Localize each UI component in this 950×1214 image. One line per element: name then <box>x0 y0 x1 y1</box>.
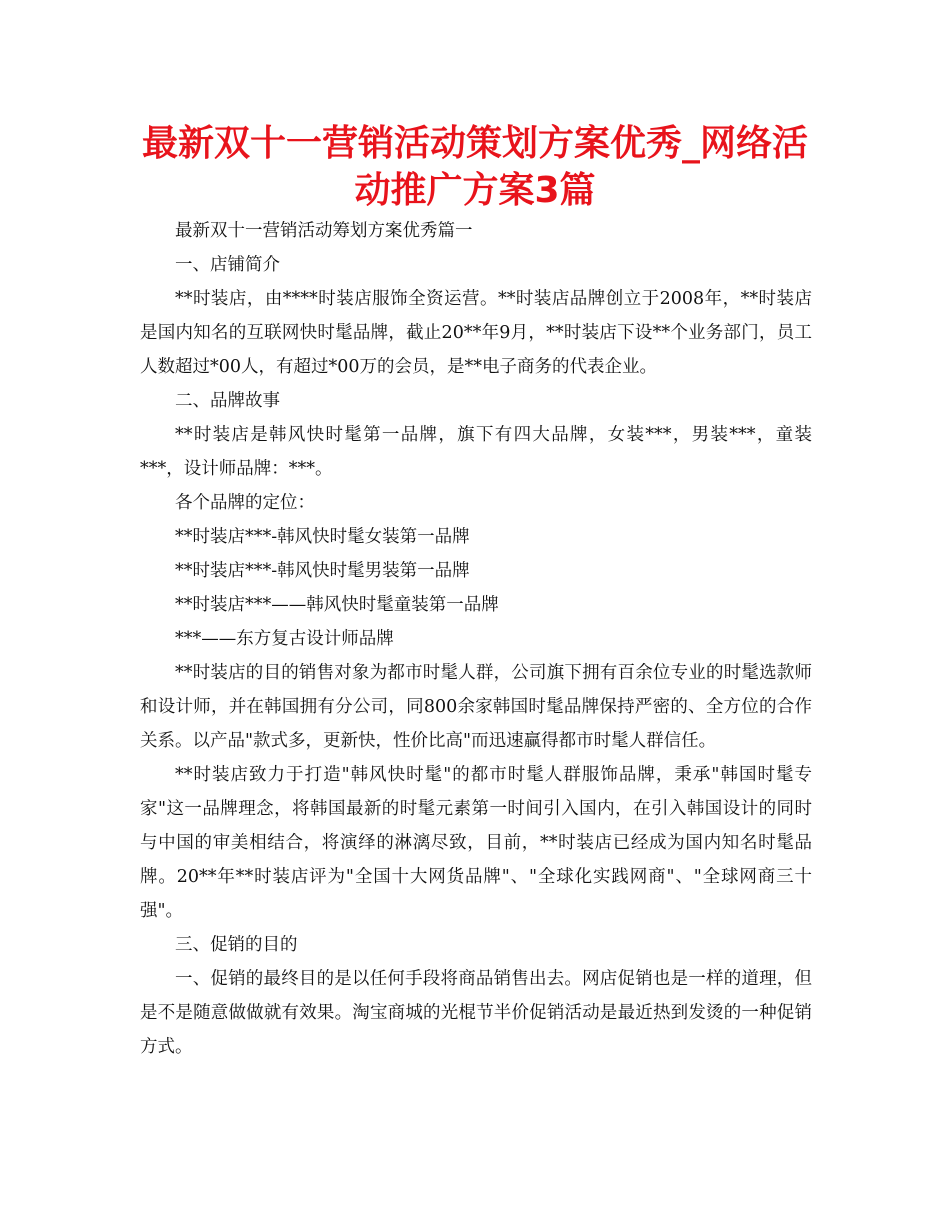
paragraph-promotion-goal: 一、促销的最终目的是以任何手段将商品销售出去。网店促销也是一样的道理，但是不是随意做做就有效果。淘宝商城的光棍节半价促销活动是最近热到发烫的一种促销方式。 <box>140 969 812 1057</box>
document-title <box>120 120 830 214</box>
paragraph-brand-mission: **时装店致力于打造"韩风快时髦"的都市时髦人群服饰品牌，秉承"韩国时髦专家"这一品牌理念，将韩国最新的时髦元素第一时间引入国内，在引入韩国设计的同时与中国的审美相结合，将演绎的淋漓尽致，目前，**时装店已经成为国内知名时髦品牌。20**年**时装店评为"全国十大网货品牌"、"全球化实践网商"、"全球网商三十强"。 <box>140 765 812 921</box>
section-heading-shop: 一、店铺简介 <box>175 255 280 275</box>
list-item-brand-women: **时装店***-韩风快时髦女装第一品牌 <box>175 527 470 547</box>
section-heading-intro: 最新双十一营销活动筹划方案优秀篇一 <box>175 221 473 241</box>
title-line-2: 动推广方案3篇 <box>354 170 596 211</box>
list-item-brand-men: **时装店***-韩风快时髦男装第一品牌 <box>175 561 470 581</box>
paragraph-brand-story: **时装店是韩风快时髦第一品牌，旗下有四大品牌，女装***，男装***，童装***，设计师品牌：***。 <box>140 425 812 479</box>
paragraph-brand-positioning-label: 各个品牌的定位： <box>175 493 315 513</box>
paragraph-target-market: **时装店的目的销售对象为都市时髦人群，公司旗下拥有百余位专业的时髦选款师和设计师，并在韩国拥有分公司，同800余家韩国时髦品牌保持严密的、全方位的合作关系。以产品"款式多，更新快，性价比高"而迅速赢得都市时髦人群信任。 <box>140 663 812 751</box>
list-item-brand-designer: ***——东方复古设计师品牌 <box>175 629 394 649</box>
document-body <box>140 214 812 1064</box>
list-item-brand-kids: **时装店***——韩风快时髦童装第一品牌 <box>175 595 499 615</box>
section-heading-brand-story: 二、品牌故事 <box>175 391 280 411</box>
section-heading-promotion-goal: 三、促销的目的 <box>175 935 298 955</box>
paragraph-shop-intro: **时装店，由****时装店服饰全资运营。**时装店品牌创立于2008年，**时装店是国内知名的互联网快时髦品牌，截止20**年9月，**时装店下设**个业务部门，员工人数超过*00人，有超过*00万的会员，是**电子商务的代表企业。 <box>140 289 812 377</box>
title-line-1: 最新双十一营销活动策划方案优秀_网络活 <box>141 123 808 164</box>
